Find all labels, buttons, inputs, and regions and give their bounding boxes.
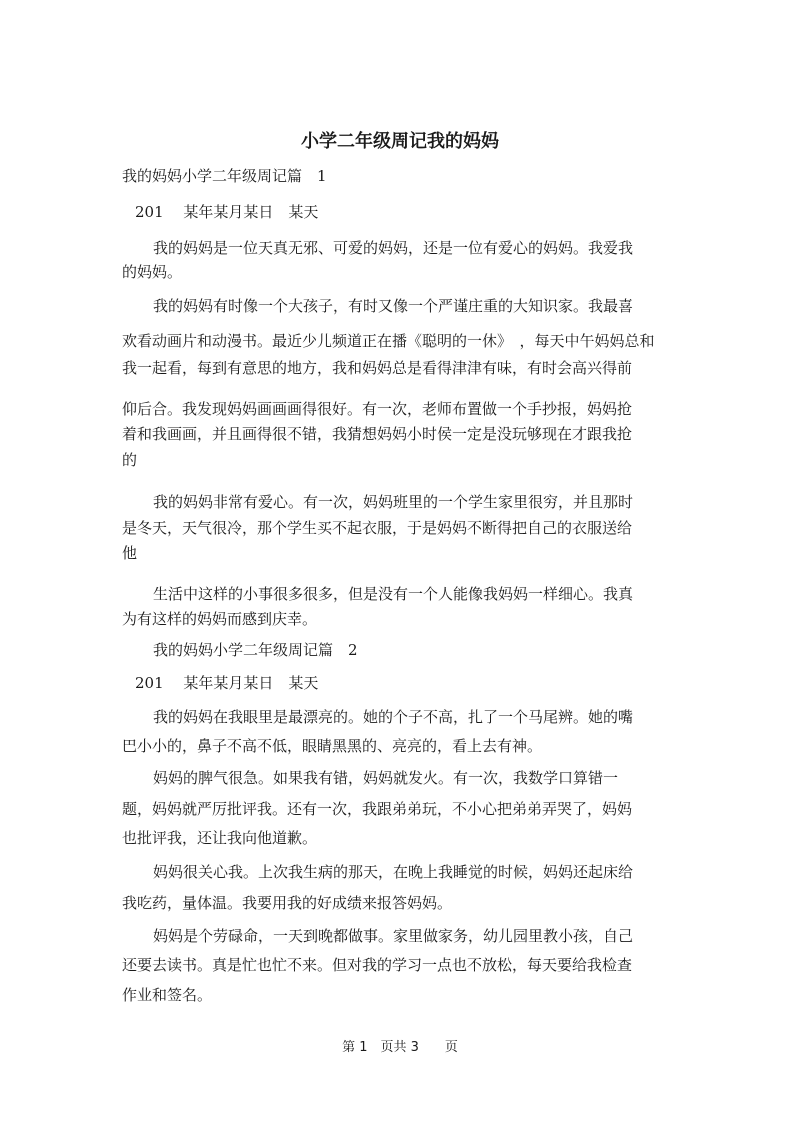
section-heading-1: 我的妈妈小学二年级周记篇 1 <box>122 167 327 185</box>
date-line-2: 201 某年某月某日 某天 <box>135 674 319 692</box>
text-line: 我的妈妈是一位天真无邪、可爱的妈妈，还是一位有爱心的妈妈。我爱我 <box>153 239 634 257</box>
text-line: 妈妈的脾气很急。如果我有错，妈妈就发火。有一次，我数学口算错一 <box>153 769 619 787</box>
text-line: 仰后合。我发现妈妈画画画得很好。有一次，老师布置做一个手抄报，妈妈抢 <box>122 400 633 418</box>
text-line: 生活中这样的小事很多很多，但是没有一个人能像我妈妈一样细心。我真 <box>153 585 634 603</box>
text-line: 我的妈妈非常有爱心。有一次，妈妈班里的一个学生家里很穷，并且那时 <box>153 493 634 511</box>
text-line: 是冬天，天气很冷，那个学生买不起衣服，于是妈妈不断得把自己的衣服送给 <box>122 519 633 537</box>
text-line: 还要去读书。真是忙也忙不来。但对我的学习一点也不放松，每天要给我检查 <box>122 956 633 974</box>
text-line: 的妈妈。 <box>122 263 183 281</box>
text-line: 我的妈妈在我眼里是最漂亮的。她的个子不高，扎了一个马尾辨。她的嘴 <box>153 708 634 726</box>
section-heading-2: 我的妈妈小学二年级周记篇 2 <box>153 641 358 659</box>
text-line: 题，妈妈就严厉批评我。还有一次，我跟弟弟玩，不小心把弟弟弄哭了，妈妈 <box>122 800 633 818</box>
document-title: 小学二年级周记我的妈妈 <box>301 131 499 152</box>
text-line: 着和我画画，并且画得很不错，我猜想妈妈小时侯一定是没玩够现在才跟我抢 <box>122 425 633 443</box>
text-line: 为有这样的妈妈而感到庆幸。 <box>122 610 318 628</box>
text-line: 我一起看，每到有意思的地方，我和妈妈总是看得津津有味，有时会高兴得前 <box>122 359 633 377</box>
text-line: 我吃药，量体温。我要用我的好成绩来报答妈妈。 <box>122 894 453 912</box>
text-line: 妈妈很关心我。上次我生病的那天，在晚上我睡觉的时候，妈妈还起床给 <box>153 863 634 881</box>
text-line: 的 <box>122 451 138 469</box>
text-line: 欢看动画片和动漫书。最近少儿频道正在播《聪明的一休》 ，每天中午妈妈总和 <box>122 332 655 350</box>
page-footer: 第 1 页共 3 页 <box>342 1040 458 1055</box>
text-line: 他 <box>122 544 138 562</box>
text-line: 妈妈是个劳碌命，一天到晚都做事。家里做家务，幼儿园里教小孩，自己 <box>153 927 634 945</box>
text-line: 也批评我，还让我向他道歉。 <box>122 829 318 847</box>
text-line: 我的妈妈有时像一个大孩子，有时又像一个严谨庄重的大知识家。我最喜 <box>153 297 634 315</box>
date-line-1: 201 某年某月某日 某天 <box>135 203 319 221</box>
text-line: 作业和签名。 <box>122 986 213 1004</box>
text-line: 巴小小的，鼻子不高不低，眼睛黑黑的、亮亮的，看上去有神。 <box>122 737 543 755</box>
